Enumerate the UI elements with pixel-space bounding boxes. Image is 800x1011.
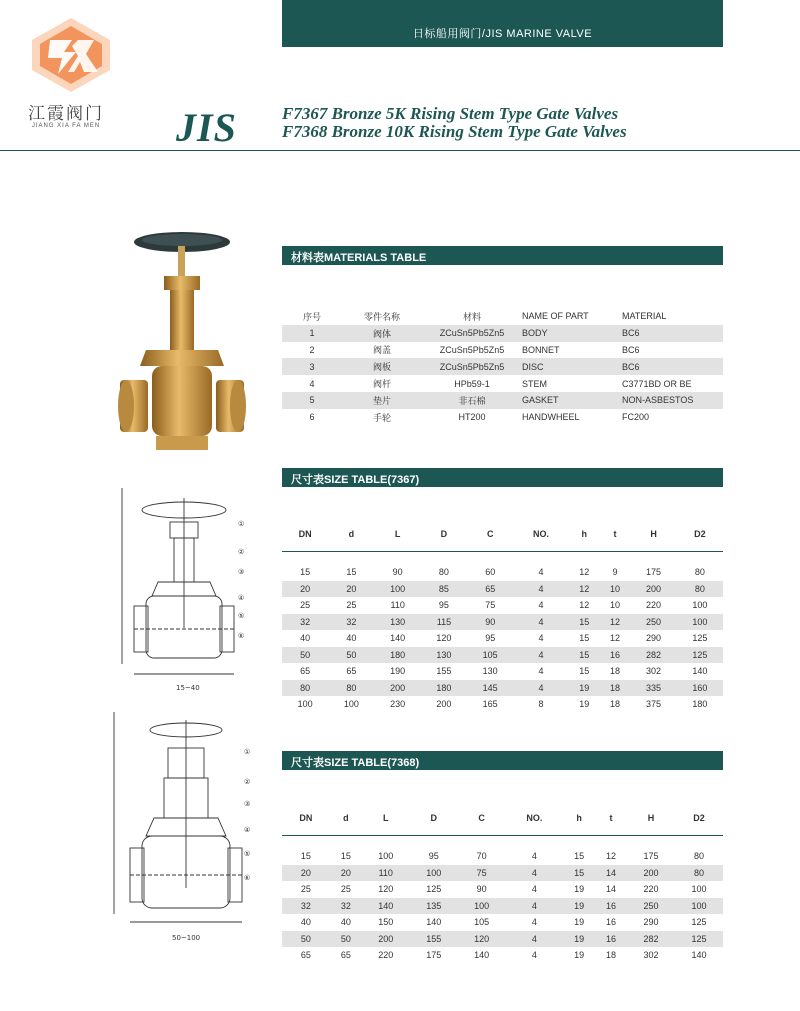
size-column-header: C [486, 528, 494, 539]
callout-3: ③ [238, 568, 245, 576]
table-cell: BONNET [522, 344, 560, 355]
size-table-7367 [282, 516, 723, 713]
table-cell: 80 [282, 680, 328, 697]
table-cell: 14 [595, 865, 627, 882]
table-cell: 18 [610, 699, 621, 710]
header-separator [282, 835, 723, 836]
table-cell: C3771BD OR BE [622, 378, 692, 389]
table-cell: 20 [328, 581, 374, 598]
table-cell: 手轮 [372, 412, 391, 423]
table-cell: 19 [574, 884, 585, 895]
table-cell: BC6 [622, 325, 723, 342]
table-cell: 140 [692, 666, 708, 677]
table-cell: 65 [340, 950, 351, 961]
table-cell: 75 [485, 600, 496, 611]
table-cell: 100 [297, 699, 313, 710]
table-cell: 12 [579, 567, 590, 578]
table-cell: 175 [426, 950, 442, 961]
table-cell: 4 [531, 917, 537, 928]
table-row [282, 597, 723, 614]
table-cell: 4 [531, 884, 537, 895]
table-cell: BC6 [622, 344, 640, 355]
table-cell: STEM [522, 378, 548, 389]
table-cell: 垫片 [342, 392, 422, 409]
size-column-header: DN [299, 812, 313, 823]
table-cell: 15 [579, 633, 590, 644]
table-cell: 220 [646, 600, 662, 611]
brand-name-cn: 江霞阀门 [28, 104, 104, 124]
table-cell: 2 [309, 344, 315, 355]
table-cell: 335 [630, 680, 676, 697]
f7368-dimension-drawing [100, 708, 252, 948]
size-table-7368 [282, 800, 723, 964]
table-row [282, 848, 723, 865]
table-cell: 18 [600, 680, 631, 697]
table-cell: 220 [378, 950, 394, 961]
table-cell: 19 [563, 931, 595, 948]
table-cell: 200 [362, 931, 410, 948]
callout-6b: ⑥ [244, 874, 251, 882]
size-column-header: D2 [694, 528, 706, 539]
table-cell: 200 [375, 680, 421, 697]
table-cell: 80 [693, 851, 704, 862]
table-cell: 15 [569, 647, 600, 664]
table-cell: 4 [513, 680, 568, 697]
table-cell: 4 [506, 865, 563, 882]
table-cell: 115 [421, 614, 467, 631]
table-cell: 20 [282, 865, 330, 882]
table-cell: 9 [612, 567, 618, 578]
table-cell: 145 [467, 680, 513, 697]
table-row [282, 358, 723, 375]
table-cell: 50 [282, 647, 328, 664]
materials-column-header: 序号 [302, 311, 321, 322]
table-cell: 80 [677, 581, 723, 598]
drawing-range-label-7368: 50~100 [172, 934, 201, 942]
table-cell: 125 [691, 917, 707, 928]
table-cell: 290 [643, 917, 659, 928]
table-cell: 140 [426, 917, 442, 928]
table-cell: 40 [300, 917, 311, 928]
table-cell: 14 [606, 884, 617, 895]
callout-3b: ③ [244, 800, 251, 808]
table-cell: 95 [438, 600, 449, 611]
table-cell: 12 [610, 633, 621, 644]
table-cell: 250 [627, 898, 675, 915]
f7367-dimension-drawing [112, 478, 252, 698]
table-cell: 220 [643, 884, 659, 895]
table-cell: 200 [436, 699, 452, 710]
company-logo [28, 16, 114, 94]
table-cell: 15 [574, 851, 585, 862]
table-cell: 15 [569, 614, 600, 631]
table-cell: 5 [282, 392, 342, 409]
table-cell: ZCuSn5Pb5Zn5 [422, 358, 522, 375]
table-cell: 282 [630, 647, 676, 664]
table-cell: 19 [574, 950, 585, 961]
table-cell: 80 [438, 567, 449, 578]
table-cell: 140 [691, 950, 707, 961]
table-row [282, 630, 723, 647]
size-column-header: H [647, 812, 655, 823]
table-row [282, 564, 723, 581]
table-cell: ZCuSn5Pb5Zn5 [439, 344, 505, 355]
table-cell: 阀板 [342, 358, 422, 375]
table-row [282, 663, 723, 680]
table-cell: 25 [346, 600, 357, 611]
table-row [282, 931, 723, 948]
table-cell: 4 [513, 614, 568, 631]
callout-5: ⑤ [238, 612, 245, 620]
table-cell: 4 [506, 931, 563, 948]
size-column-header: L [383, 812, 389, 823]
table-cell: 4 [309, 378, 315, 389]
table-cell: 12 [579, 600, 590, 611]
materials-column-header: NAME OF PART [522, 311, 589, 322]
table-row [282, 375, 723, 392]
table-cell: 282 [627, 931, 675, 948]
table-cell: 100 [458, 898, 506, 915]
table-cell: 50 [330, 931, 362, 948]
size-column-header: h [576, 812, 582, 823]
table-cell: 18 [606, 950, 617, 961]
table-cell: NON-ASBESTOS [622, 392, 723, 409]
size-column-header: d [343, 812, 349, 823]
table-cell: 3 [282, 358, 342, 375]
table-row [282, 914, 723, 931]
table-cell: 100 [691, 884, 707, 895]
table-cell: 15 [563, 865, 595, 882]
table-cell: 90 [392, 567, 403, 578]
table-cell: 155 [436, 666, 452, 677]
table-cell: 85 [421, 581, 467, 598]
table-cell: 16 [595, 931, 627, 948]
table-cell: 110 [390, 600, 405, 611]
table-cell: 12 [606, 851, 617, 862]
table-cell: 非石棉 [422, 392, 522, 409]
brand-name-pinyin: JIANG XIA FA MEN [31, 123, 101, 129]
banner-subtitle: 日标船用阀门/JIS MARINE VALVE [412, 28, 593, 40]
table-cell: FC200 [622, 412, 650, 423]
table-cell: 125 [677, 647, 723, 664]
table-row [282, 680, 723, 697]
table-cell: 100 [677, 614, 723, 631]
size-table-7368-heading: 尺寸表SIZE TABLE(7368) [282, 751, 723, 770]
top-banner [282, 0, 723, 47]
table-cell: 10 [600, 581, 631, 598]
table-row [282, 881, 723, 898]
table-cell: 65 [467, 581, 513, 598]
product-title-f7367: F7367 Bronze 5K Rising Stem Type Gate Valves [282, 104, 619, 123]
table-cell: 32 [282, 898, 330, 915]
table-cell: 125 [426, 884, 442, 895]
table-cell: 阀盖 [372, 345, 391, 356]
table-cell: 20 [282, 581, 328, 598]
table-cell: 80 [675, 865, 723, 882]
table-cell: 16 [606, 917, 617, 928]
table-cell: 80 [694, 567, 705, 578]
table-cell: 50 [328, 647, 374, 664]
table-cell: 70 [476, 851, 487, 862]
table-cell: 140 [362, 898, 410, 915]
table-cell: 1 [282, 325, 342, 342]
table-cell: 4 [538, 633, 544, 644]
header-divider [0, 150, 800, 151]
table-cell: 25 [300, 600, 311, 611]
table-row [282, 581, 723, 598]
drawing-range-label-7367: 15~40 [176, 684, 200, 692]
size-column-header: D2 [693, 812, 705, 823]
table-cell: 180 [375, 647, 421, 664]
table-cell: 100 [378, 851, 394, 862]
materials-table [282, 308, 723, 426]
table-cell: 4 [513, 647, 568, 664]
product-title-f7368: F7368 Bronze 10K Rising Stem Type Gate Valves [282, 122, 627, 141]
table-cell: 375 [646, 699, 662, 710]
table-row [282, 409, 723, 426]
table-cell: 4 [538, 600, 544, 611]
table-cell: 32 [282, 614, 328, 631]
table-cell: 8 [538, 699, 544, 710]
table-cell: 120 [436, 633, 452, 644]
table-cell: 165 [482, 699, 498, 710]
table-cell: 18 [610, 666, 621, 677]
callout-2: ② [238, 548, 245, 556]
table-cell: 65 [346, 666, 357, 677]
table-cell: 80 [328, 680, 374, 697]
table-row [282, 614, 723, 631]
callout-1b: ① [244, 748, 251, 756]
table-row [282, 325, 723, 342]
table-cell: 4 [531, 851, 537, 862]
size-column-header: H [650, 528, 657, 539]
table-cell: 75 [458, 865, 506, 882]
table-cell: 190 [390, 666, 406, 677]
table-row [282, 898, 723, 915]
callout-4b: ④ [244, 826, 251, 834]
table-cell: 40 [340, 917, 351, 928]
callout-1: ① [238, 520, 245, 528]
table-cell: 12 [569, 581, 600, 598]
table-cell: 130 [421, 647, 467, 664]
table-cell: 125 [692, 633, 708, 644]
table-cell: 4 [506, 898, 563, 915]
table-cell: 10 [610, 600, 621, 611]
table-cell: 60 [485, 567, 496, 578]
table-cell: 12 [600, 614, 631, 631]
table-cell: 40 [300, 633, 311, 644]
valve-product-photo [112, 228, 252, 468]
table-cell: DISC [522, 358, 622, 375]
table-cell: 125 [675, 931, 723, 948]
table-cell: 阀杆 [372, 379, 391, 390]
table-cell: 6 [309, 412, 315, 423]
table-cell: 302 [643, 950, 659, 961]
materials-column-header: 材料 [462, 311, 481, 322]
size-column-header: D [440, 528, 448, 539]
table-cell: 150 [378, 917, 394, 928]
table-cell: 105 [467, 647, 513, 664]
table-cell: 16 [595, 898, 627, 915]
table-cell: 95 [485, 633, 496, 644]
table-cell: 135 [410, 898, 458, 915]
table-cell: 4 [538, 666, 544, 677]
table-cell: 175 [643, 851, 659, 862]
materials-column-header: 零件名称 [363, 311, 400, 322]
table-cell: 180 [692, 699, 708, 710]
materials-column-header: MATERIAL [622, 311, 667, 322]
table-cell: 32 [328, 614, 374, 631]
table-cell: 105 [474, 917, 490, 928]
table-cell: 290 [646, 633, 662, 644]
table-cell: 65 [300, 950, 311, 961]
size-column-header: t [609, 812, 613, 823]
table-cell: 140 [474, 950, 490, 961]
table-row [282, 947, 723, 964]
table-cell: 110 [362, 865, 410, 882]
table-row [282, 647, 723, 664]
table-cell: 95 [428, 851, 439, 862]
callout-2b: ② [244, 778, 251, 786]
table-cell: 15 [346, 567, 357, 578]
table-cell: 19 [579, 699, 590, 710]
materials-header-row [282, 308, 723, 325]
table-cell: 175 [646, 567, 662, 578]
table-cell: 302 [646, 666, 662, 677]
table-cell: 100 [375, 581, 421, 598]
table-cell: HPb59-1 [454, 378, 490, 389]
table-cell: 90 [476, 884, 487, 895]
table-cell: 25 [300, 884, 311, 895]
size-column-header: d [348, 528, 355, 539]
table-cell: 200 [630, 581, 676, 598]
table-cell: 50 [282, 931, 330, 948]
table-cell: 120 [378, 884, 394, 895]
table-cell: 100 [675, 898, 723, 915]
table-cell: 250 [630, 614, 676, 631]
table-cell: 4 [513, 581, 568, 598]
table-cell: 100 [410, 865, 458, 882]
table-cell: 25 [340, 884, 351, 895]
table-cell: HANDWHEEL [522, 412, 580, 423]
table-row [282, 696, 723, 713]
table-cell: 4 [531, 950, 537, 961]
size-column-header: C [478, 812, 485, 823]
table-cell: 阀体 [342, 325, 422, 342]
table-cell: 15 [300, 567, 311, 578]
table-cell: 19 [569, 680, 600, 697]
table-cell: ZCuSn5Pb5Zn5 [422, 325, 522, 342]
materials-table-heading: 材料表MATERIALS TABLE [282, 246, 723, 265]
table-row [282, 865, 723, 882]
header-separator [282, 551, 723, 552]
table-cell: 100 [343, 699, 359, 710]
table-cell: 155 [410, 931, 458, 948]
callout-5b: ⑤ [244, 850, 251, 858]
table-cell: BODY [522, 325, 622, 342]
size-header-row [282, 516, 723, 551]
table-cell: 32 [330, 898, 362, 915]
table-cell: 20 [330, 865, 362, 882]
size-header-row [282, 800, 723, 835]
table-cell: 130 [375, 614, 421, 631]
size-table-7367-heading: 尺寸表SIZE TABLE(7367) [282, 468, 723, 487]
table-cell: 230 [390, 699, 406, 710]
table-cell: 200 [627, 865, 675, 882]
table-cell: 16 [600, 647, 631, 664]
table-cell: 140 [390, 633, 406, 644]
size-column-header: D [430, 812, 437, 823]
table-cell: 19 [563, 898, 595, 915]
table-cell: BC6 [622, 358, 723, 375]
table-row [282, 392, 723, 409]
table-cell: 15 [340, 851, 351, 862]
size-column-header: t [613, 528, 617, 539]
size-column-header: NO. [533, 528, 550, 539]
table-cell: 4 [538, 567, 544, 578]
size-column-header: DN [298, 528, 312, 539]
table-cell: 120 [458, 931, 506, 948]
callout-6: ⑥ [238, 632, 245, 640]
table-cell: 180 [421, 680, 467, 697]
table-cell: 15 [300, 851, 311, 862]
table-row [282, 342, 723, 359]
table-cell: 65 [300, 666, 311, 677]
table-cell: 19 [574, 917, 585, 928]
size-column-header: L [394, 528, 401, 539]
table-cell: 15 [579, 666, 590, 677]
table-cell: 90 [467, 614, 513, 631]
table-cell: GASKET [522, 392, 622, 409]
table-cell: 130 [482, 666, 498, 677]
size-column-header: h [581, 528, 587, 539]
table-cell: HT200 [458, 412, 486, 423]
jis-standard-label: JIS [176, 105, 237, 150]
size-column-header: NO. [526, 812, 543, 823]
table-cell: 160 [677, 680, 723, 697]
table-cell: 40 [346, 633, 357, 644]
callout-4: ④ [238, 594, 245, 602]
table-cell: 100 [692, 600, 708, 611]
